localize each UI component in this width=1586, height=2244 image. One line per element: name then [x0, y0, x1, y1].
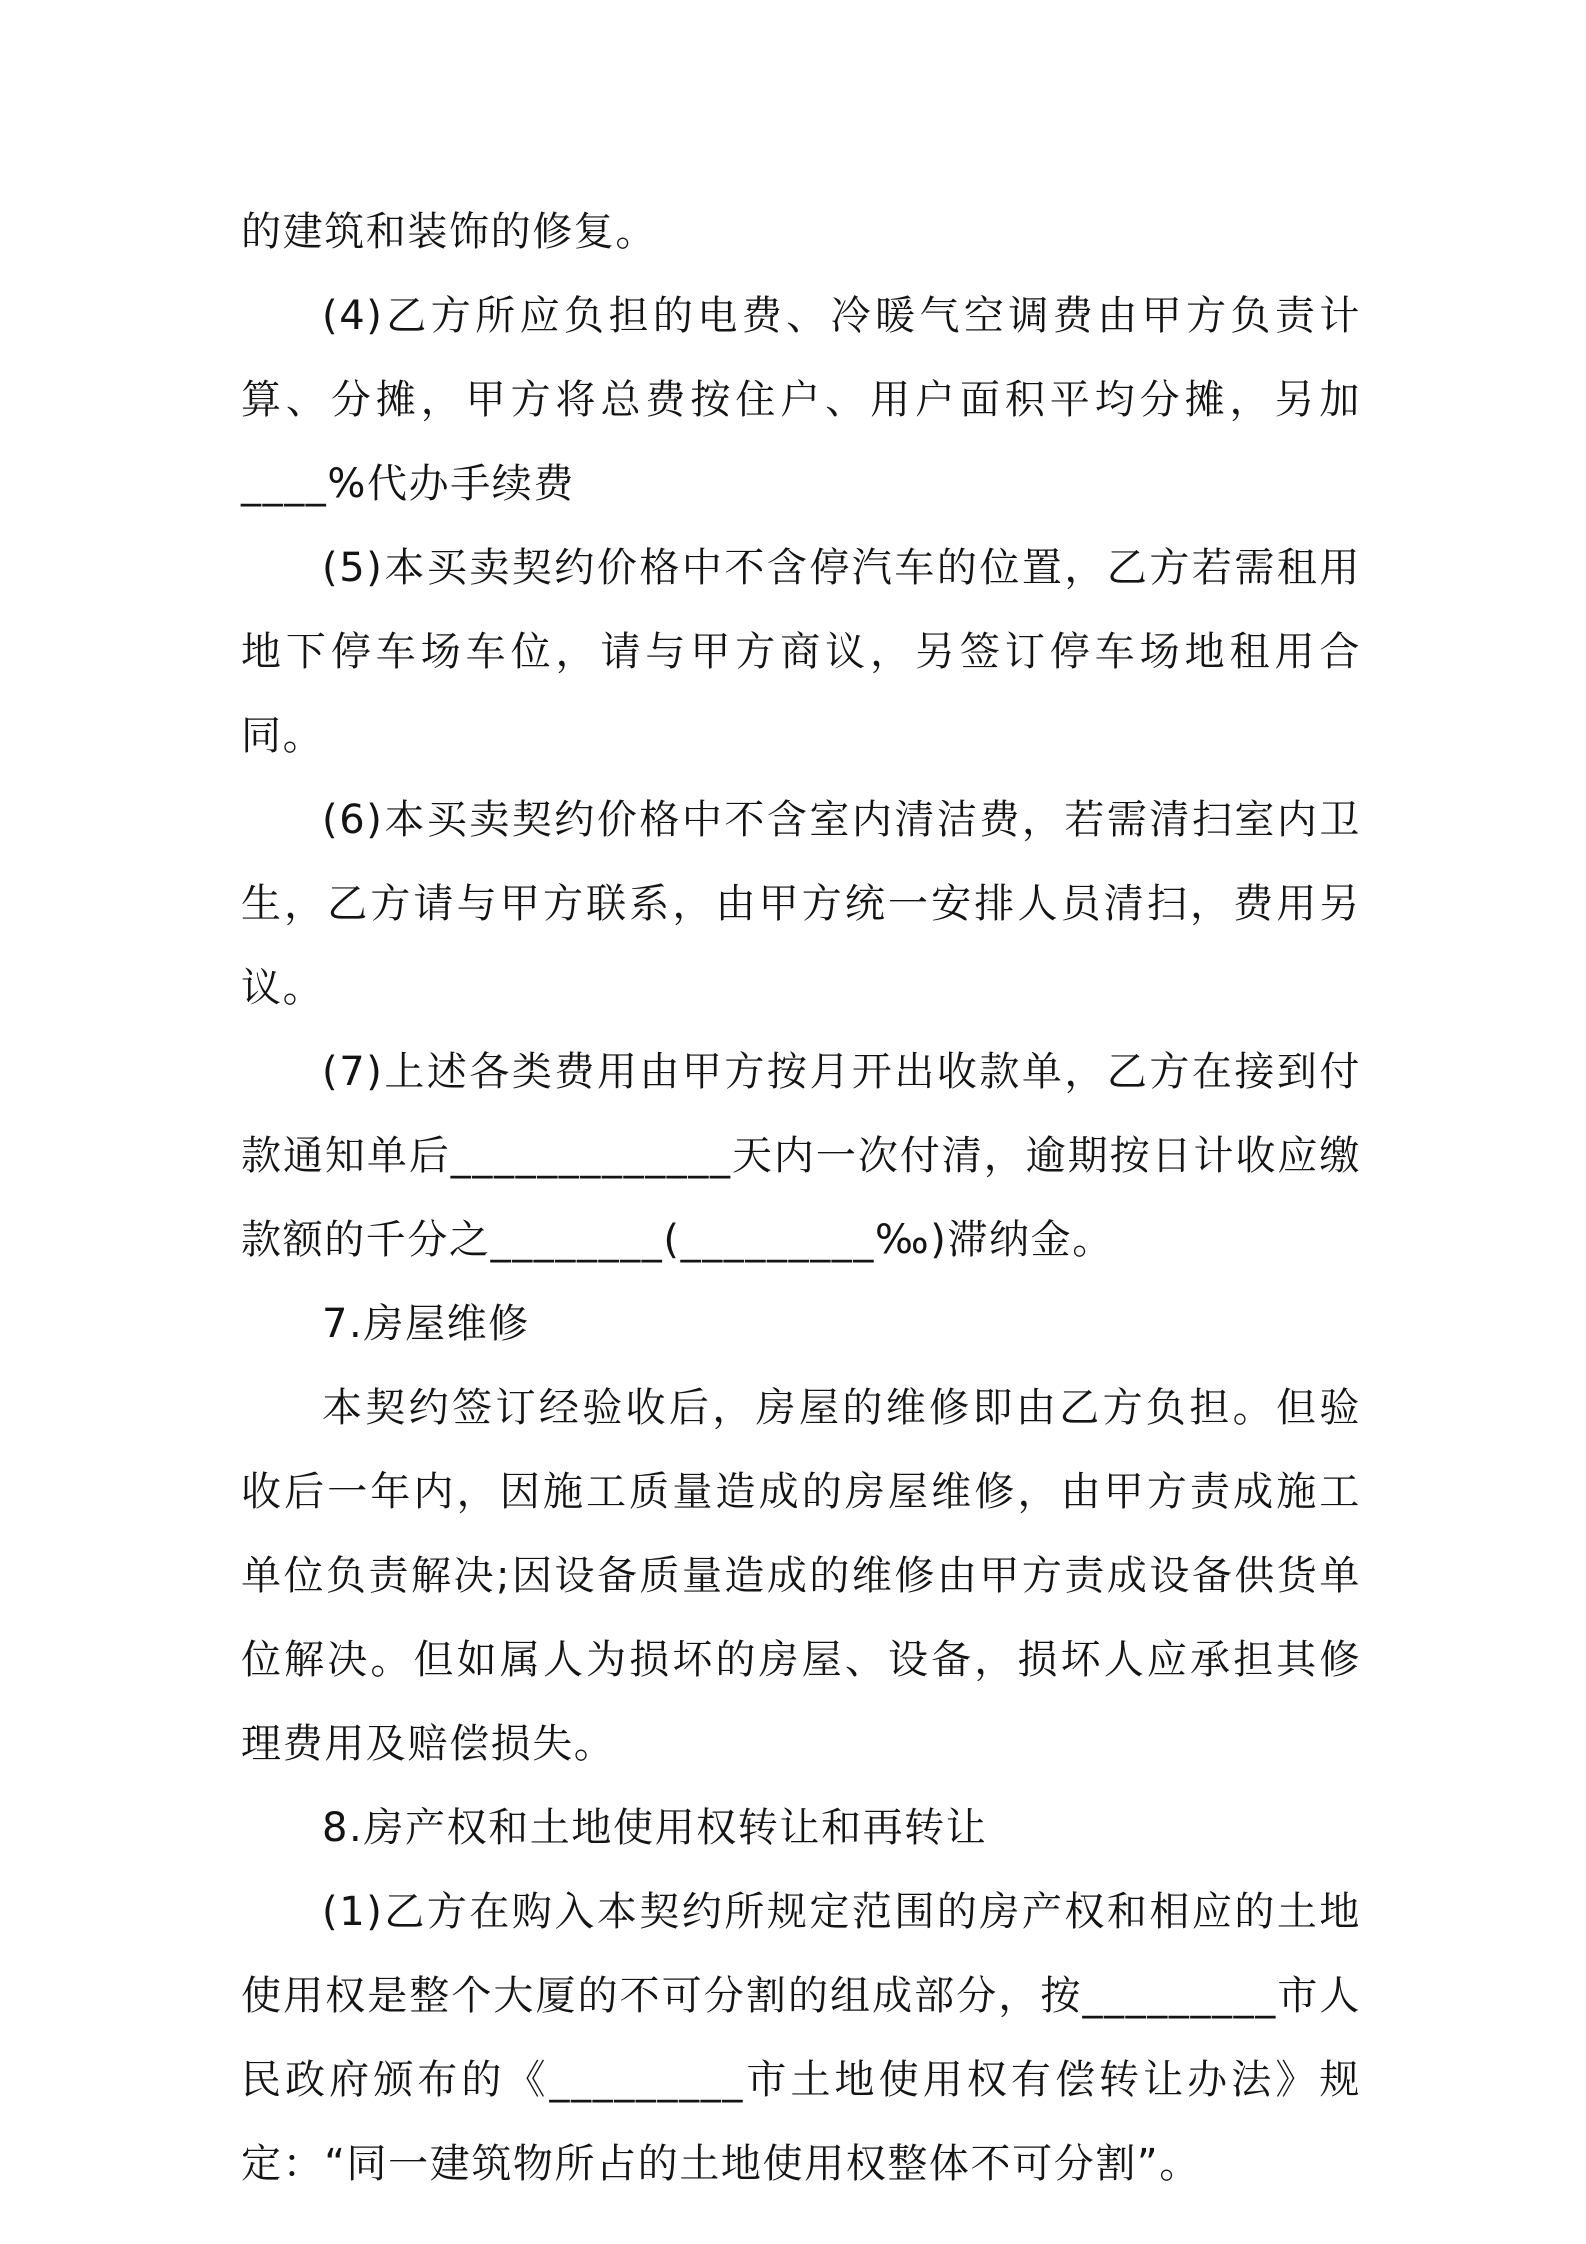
paragraph-clause-7-payment: (7)上述各类费用由甲方按月开出收款单，乙方在接到付款通知单后_____________天内一次付清，逾期按日计收应缴款额的千分之________(_________‰)滞纳金。 [241, 1049, 1361, 1263]
paragraph-repair-continuation: 的建筑和装饰的修复。 [241, 209, 657, 255]
paragraph-clause-4-electricity-fees: (4)乙方所应负担的电费、冷暖气空调费由甲方负责计算、分摊，甲方将总费按住户、用户面积平均分摊，另加____%代办手续费 [241, 293, 1361, 507]
paragraph-transfer-clause-1: (1)乙方在购入本契约所规定范围的房产权和相应的土地使用权是整个大厦的不可分割的组成部分，按_________市人民政府颁布的《_________市土地使用权有偿转让办法》规定：“同一建筑物所占的土地使用权整体不可分割”。 [241, 1889, 1361, 2187]
paragraph-house-repair: 本契约签订经验收后，房屋的维修即由乙方负担。但验收后一年内，因施工质量造成的房屋维修，由甲方责成施工单位负责解决;因设备质量造成的维修由甲方责成设备供货单位解决。但如属人为损坏的房屋、设备，损坏人应承担其修理费用及赔偿损失。 [241, 1385, 1361, 1767]
section-heading-house-repair: 7.房屋维修 [322, 1301, 530, 1347]
paragraph-clause-6-cleaning: (6)本买卖契约价格中不含室内清洁费，若需清扫室内卫生，乙方请与甲方联系，由甲方统一安排人员清扫，费用另议。 [241, 797, 1361, 1011]
section-heading-property-transfer: 8.房产权和土地使用权转让和再转让 [322, 1805, 988, 1851]
document-body [241, 190, 1361, 2206]
paragraph-clause-5-parking: (5)本买卖契约价格中不含停汽车的位置，乙方若需租用地下停车场车位，请与甲方商议，另签订停车场地租用合同。 [241, 545, 1361, 759]
